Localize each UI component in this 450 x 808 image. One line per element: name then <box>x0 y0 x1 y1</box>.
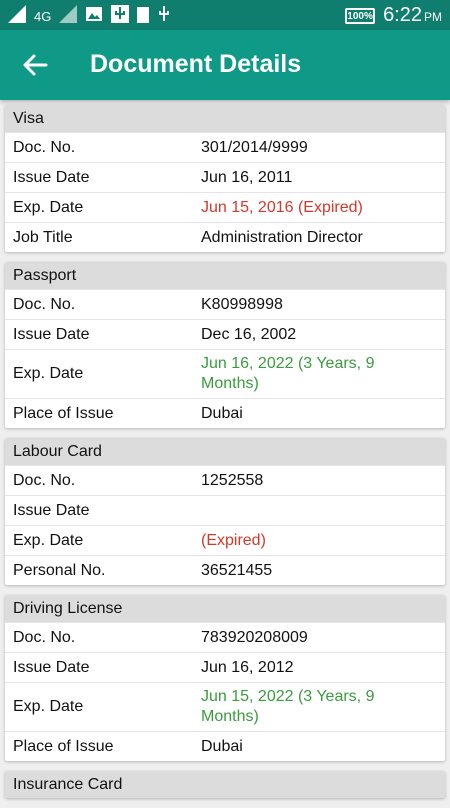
usb-icon <box>111 5 129 29</box>
field-label: Issue Date <box>13 658 90 676</box>
status-bar <box>0 0 450 30</box>
back-arrow-icon[interactable] <box>22 52 48 78</box>
field-label: Issue Date <box>13 168 90 186</box>
document-row <box>5 731 445 761</box>
page-title: Document Details <box>90 50 302 78</box>
document-row <box>5 222 445 252</box>
signal-icon <box>8 5 26 29</box>
field-label: Personal No. <box>13 561 106 579</box>
field-label: Doc. No. <box>13 138 76 156</box>
battery-icon: 100% <box>345 8 375 24</box>
image-icon <box>85 6 103 28</box>
document-row <box>5 132 445 162</box>
document-row <box>5 192 445 222</box>
field-label: Doc. No. <box>13 628 76 646</box>
document-card <box>5 105 445 252</box>
document-list <box>5 105 445 808</box>
field-label: Exp. Date <box>13 531 84 549</box>
field-label: Exp. Date <box>13 198 84 216</box>
storage-icon <box>137 5 149 29</box>
document-row <box>5 525 445 555</box>
document-card <box>5 595 445 761</box>
clock-ampm: PM <box>424 10 442 24</box>
field-value: Administration Director <box>201 228 363 246</box>
document-row <box>5 465 445 495</box>
field-label: Exp. Date <box>13 365 84 382</box>
field-value: Jun 15, 2016 (Expired) <box>201 198 363 216</box>
document-card-title: Visa <box>5 105 445 132</box>
document-row <box>5 349 445 398</box>
field-label: Issue Date <box>13 325 90 343</box>
field-label: Issue Date <box>13 501 90 519</box>
field-value: K80998998 <box>201 295 283 313</box>
document-card-title: Labour Card <box>5 438 445 465</box>
field-value: Dubai <box>201 404 243 422</box>
field-label: Job Title <box>13 228 73 246</box>
field-value: 301/2014/9999 <box>201 138 308 156</box>
field-label: Doc. No. <box>13 295 76 313</box>
document-row <box>5 682 445 731</box>
field-label: Place of Issue <box>13 404 114 422</box>
document-row <box>5 652 445 682</box>
document-row <box>5 289 445 319</box>
field-label: Doc. No. <box>13 471 76 489</box>
field-value: Jun 15, 2022 (3 Years, 9 Months) <box>201 688 375 725</box>
document-row <box>5 398 445 428</box>
field-label: Place of Issue <box>13 737 114 755</box>
app-bar <box>0 30 450 100</box>
document-card-title: Passport <box>5 262 445 289</box>
document-card-title: Insurance Card <box>5 771 445 798</box>
network-type: 4G <box>34 9 52 24</box>
document-card <box>5 771 445 798</box>
field-value: 783920208009 <box>201 628 308 646</box>
document-row <box>5 495 445 525</box>
field-value <box>201 507 445 515</box>
field-value: Dubai <box>201 737 243 755</box>
field-value: Dec 16, 2002 <box>201 325 297 343</box>
document-row <box>5 162 445 192</box>
clock <box>383 4 442 28</box>
document-row <box>5 555 445 585</box>
field-value: Jun 16, 2012 <box>201 658 294 676</box>
field-value: (Expired) <box>201 531 266 549</box>
signal-2-icon <box>59 5 77 29</box>
field-label: Exp. Date <box>13 698 84 715</box>
document-card <box>5 438 445 585</box>
usb-debug-icon <box>157 5 171 29</box>
field-value: 1252558 <box>201 471 264 489</box>
document-card <box>5 262 445 428</box>
document-row <box>5 622 445 652</box>
document-row <box>5 319 445 349</box>
field-value: 36521455 <box>201 561 273 579</box>
field-value: Jun 16, 2011 <box>201 168 293 186</box>
document-card-title: Driving License <box>5 595 445 622</box>
field-value: Jun 16, 2022 (3 Years, 9 Months) <box>201 355 375 392</box>
clock-time: 6:22 <box>383 4 422 26</box>
